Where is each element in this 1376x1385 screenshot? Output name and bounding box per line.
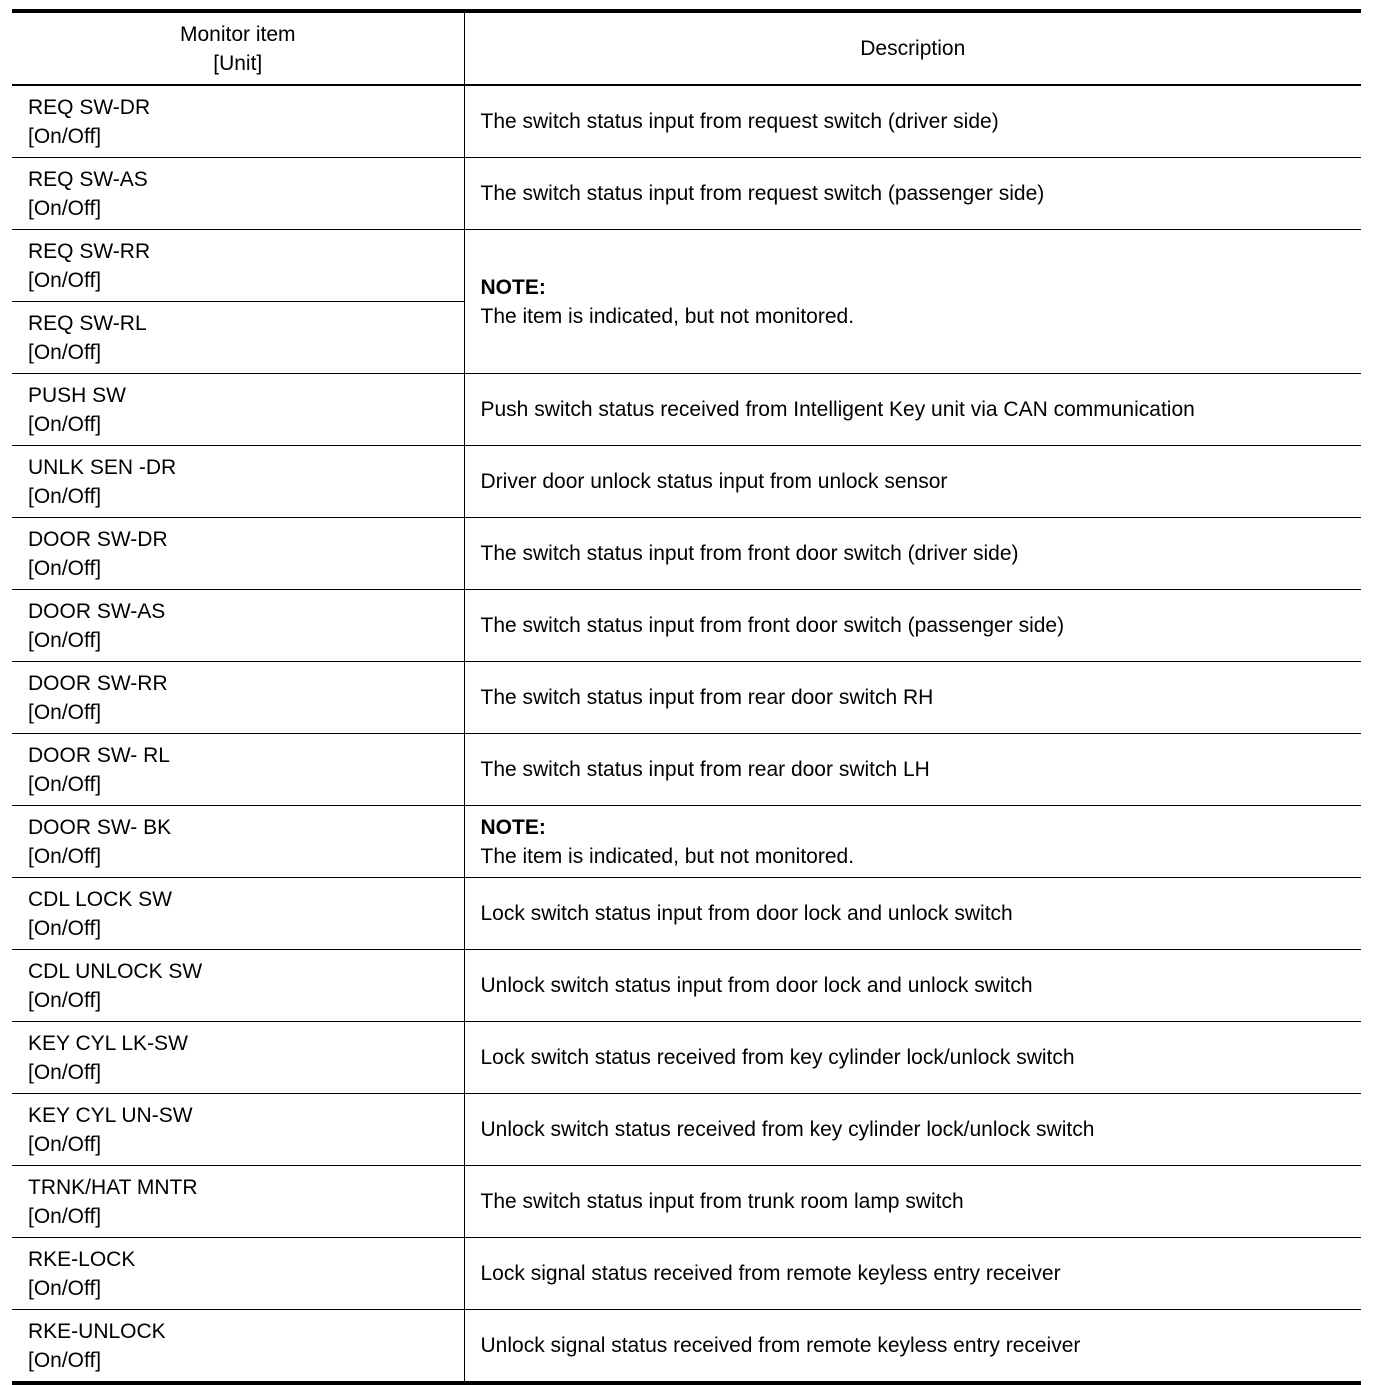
item-unit: [On/Off] bbox=[28, 412, 102, 436]
item-name: DOOR SW-AS bbox=[28, 599, 166, 623]
item-name: DOOR SW- BK bbox=[28, 815, 172, 839]
monitor-item-cell bbox=[12, 1238, 464, 1310]
description-cell: The switch status input from rear door switch LH bbox=[464, 734, 1361, 806]
item-unit: [On/Off] bbox=[28, 340, 102, 364]
item-name: DOOR SW- RL bbox=[28, 743, 170, 767]
table-row bbox=[12, 878, 1361, 950]
note-text: The item is indicated, but not monitored. bbox=[480, 844, 855, 868]
item-unit: [On/Off] bbox=[28, 772, 102, 796]
item-name: DOOR SW-RR bbox=[28, 671, 168, 695]
table-row bbox=[12, 1310, 1361, 1384]
monitor-item-cell bbox=[12, 662, 464, 734]
table-row bbox=[12, 374, 1361, 446]
item-name: REQ SW-RL bbox=[28, 311, 147, 335]
description-cell: Unlock switch status received from key cylinder lock/unlock switch bbox=[464, 1094, 1361, 1166]
table-row bbox=[12, 1238, 1361, 1310]
description-cell: The switch status input from trunk room lamp switch bbox=[464, 1166, 1361, 1238]
description-cell-note bbox=[464, 806, 1361, 878]
monitor-item-cell bbox=[12, 878, 464, 950]
table-row bbox=[12, 1166, 1361, 1238]
note-text: The item is indicated, but not monitored. bbox=[480, 304, 855, 328]
item-unit: [On/Off] bbox=[28, 196, 102, 220]
item-name: REQ SW-AS bbox=[28, 167, 148, 191]
item-unit: [On/Off] bbox=[28, 1204, 102, 1228]
table-row bbox=[12, 85, 1361, 158]
monitor-item-cell bbox=[12, 85, 464, 158]
description-cell: Driver door unlock status input from unlock sensor bbox=[464, 446, 1361, 518]
item-unit: [On/Off] bbox=[28, 556, 102, 580]
item-name: REQ SW-DR bbox=[28, 95, 151, 119]
monitor-item-cell bbox=[12, 446, 464, 518]
item-unit: [On/Off] bbox=[28, 628, 102, 652]
item-unit: [On/Off] bbox=[28, 1132, 102, 1156]
table-row bbox=[12, 446, 1361, 518]
table-row bbox=[12, 518, 1361, 590]
item-unit: [On/Off] bbox=[28, 484, 102, 508]
item-name: REQ SW-RR bbox=[28, 239, 151, 263]
table-row bbox=[12, 806, 1361, 878]
item-name: RKE-LOCK bbox=[28, 1247, 136, 1271]
description-cell: Unlock switch status input from door lock and unlock switch bbox=[464, 950, 1361, 1022]
item-name: PUSH SW bbox=[28, 383, 127, 407]
note-label: NOTE: bbox=[480, 815, 546, 839]
table-header-row bbox=[12, 11, 1361, 85]
table-row bbox=[12, 662, 1361, 734]
table-row bbox=[12, 230, 1361, 302]
table-row bbox=[12, 734, 1361, 806]
table-row bbox=[12, 158, 1361, 230]
monitor-item-cell bbox=[12, 1022, 464, 1094]
item-unit: [On/Off] bbox=[28, 844, 102, 868]
item-name: CDL UNLOCK SW bbox=[28, 959, 203, 983]
item-name: CDL LOCK SW bbox=[28, 887, 172, 911]
description-cell: Unlock signal status received from remote keyless entry receiver bbox=[464, 1310, 1361, 1384]
monitor-item-cell bbox=[12, 374, 464, 446]
description-cell: The switch status input from request switch (driver side) bbox=[464, 85, 1361, 158]
monitor-item-table bbox=[12, 9, 1361, 1385]
description-cell: The switch status input from request switch (passenger side) bbox=[464, 158, 1361, 230]
description-cell: Push switch status received from Intelligent Key unit via CAN communication bbox=[464, 374, 1361, 446]
item-unit: [On/Off] bbox=[28, 1276, 102, 1300]
item-name: DOOR SW-DR bbox=[28, 527, 168, 551]
item-name: UNLK SEN -DR bbox=[28, 455, 177, 479]
header-description: Description bbox=[464, 11, 1361, 85]
monitor-item-cell bbox=[12, 230, 464, 302]
item-unit: [On/Off] bbox=[28, 124, 102, 148]
monitor-item-cell bbox=[12, 590, 464, 662]
table-row bbox=[12, 950, 1361, 1022]
item-unit: [On/Off] bbox=[28, 988, 102, 1012]
monitor-item-cell bbox=[12, 1094, 464, 1166]
header-unit-label: [Unit] bbox=[213, 51, 263, 75]
item-unit: [On/Off] bbox=[28, 268, 102, 292]
monitor-item-cell bbox=[12, 302, 464, 374]
description-cell-note bbox=[464, 230, 1361, 374]
item-unit: [On/Off] bbox=[28, 700, 102, 724]
monitor-item-cell bbox=[12, 1166, 464, 1238]
monitor-item-cell bbox=[12, 734, 464, 806]
item-name: RKE-UNLOCK bbox=[28, 1319, 166, 1343]
monitor-item-cell bbox=[12, 806, 464, 878]
note-label: NOTE: bbox=[480, 275, 546, 299]
monitor-item-cell bbox=[12, 158, 464, 230]
header-monitor-item bbox=[12, 11, 464, 85]
item-name: KEY CYL UN-SW bbox=[28, 1103, 193, 1127]
description-cell: Lock switch status input from door lock and unlock switch bbox=[464, 878, 1361, 950]
item-name: KEY CYL LK-SW bbox=[28, 1031, 188, 1055]
description-cell: The switch status input from front door switch (driver side) bbox=[464, 518, 1361, 590]
description-cell: The switch status input from front door switch (passenger side) bbox=[464, 590, 1361, 662]
table-row bbox=[12, 1094, 1361, 1166]
item-unit: [On/Off] bbox=[28, 1060, 102, 1084]
item-unit: [On/Off] bbox=[28, 916, 102, 940]
monitor-item-cell bbox=[12, 950, 464, 1022]
description-cell: Lock signal status received from remote keyless entry receiver bbox=[464, 1238, 1361, 1310]
table-row bbox=[12, 590, 1361, 662]
description-cell: Lock switch status received from key cylinder lock/unlock switch bbox=[464, 1022, 1361, 1094]
description-cell: The switch status input from rear door switch RH bbox=[464, 662, 1361, 734]
monitor-item-cell bbox=[12, 518, 464, 590]
monitor-item-cell bbox=[12, 1310, 464, 1384]
item-name: TRNK/HAT MNTR bbox=[28, 1175, 198, 1199]
table-row bbox=[12, 1022, 1361, 1094]
header-monitor-item-label: Monitor item bbox=[179, 22, 296, 46]
item-unit: [On/Off] bbox=[28, 1348, 102, 1372]
